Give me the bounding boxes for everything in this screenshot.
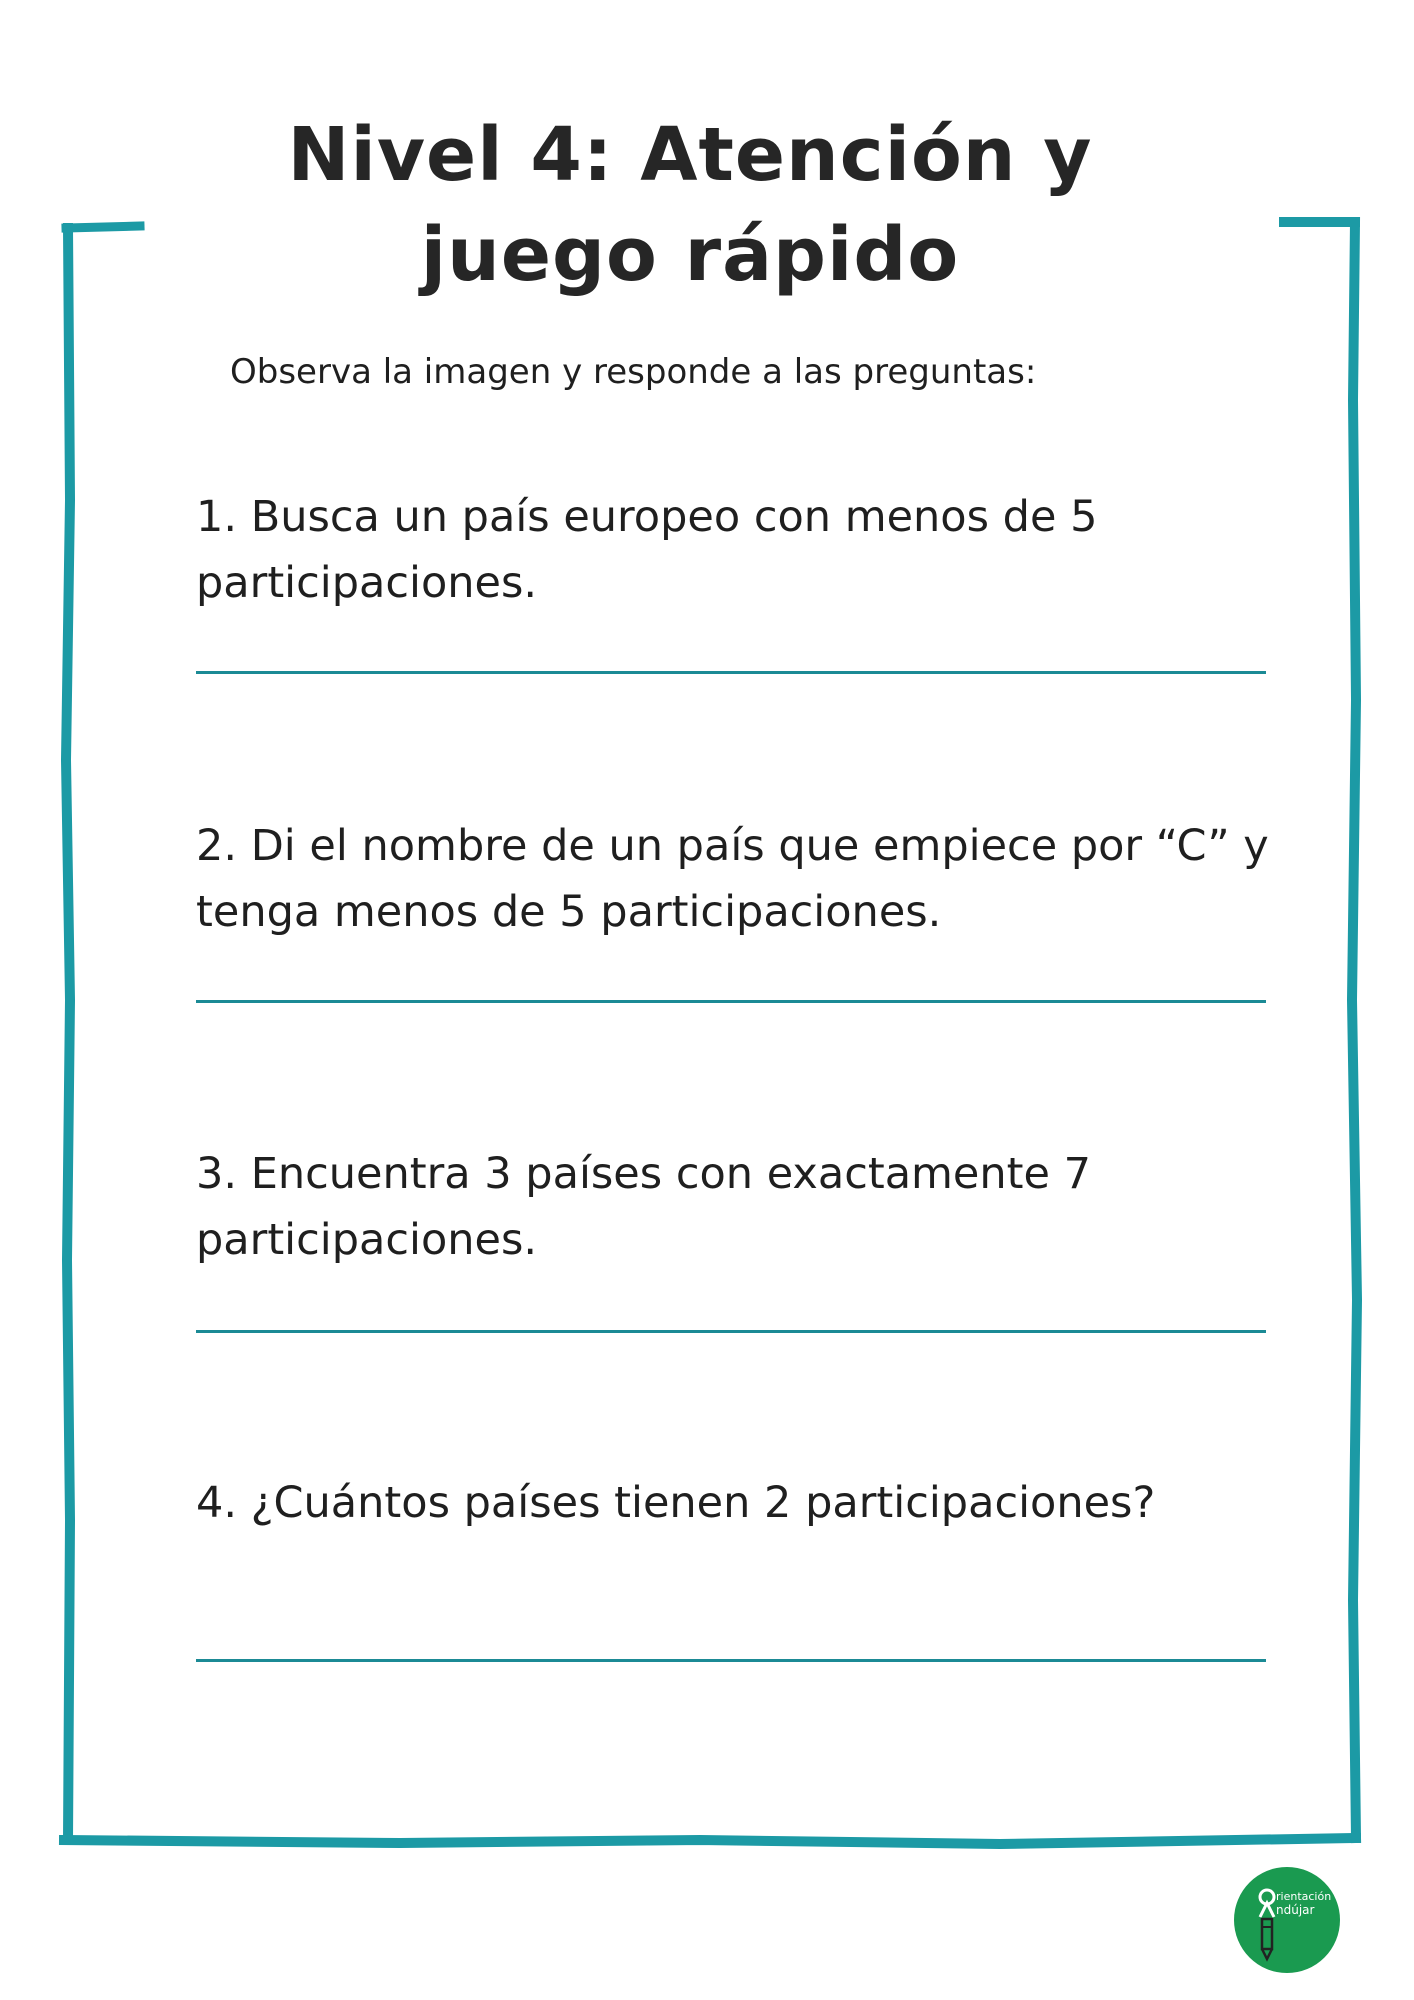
question-2: 2. Di el nombre de un país que empiece por “C” y tenga menos de 5 participaciones. [196, 821, 1269, 937]
answer-line-2[interactable] [196, 1000, 1266, 1003]
question-3: 3. Encuentra 3 países con exactamente 7 participaciones. [196, 1149, 1091, 1265]
logo-text-line1: rientación [1276, 1890, 1332, 1903]
question-1: 1. Busca un país europeo con menos de 5 participaciones. [196, 492, 1098, 608]
answer-line-3[interactable] [196, 1330, 1266, 1333]
page-title: Nivel 4: Atención y juego rápido [150, 105, 1230, 305]
instruction-text: Observa la imagen y responde a las preguntas: [230, 352, 1037, 392]
answer-line-4[interactable] [196, 1659, 1266, 1662]
logo-text-line2: ndújar [1276, 1903, 1315, 1917]
question-4: 4. ¿Cuántos países tienen 2 participaciones? [196, 1478, 1156, 1528]
answer-line-1[interactable] [196, 671, 1266, 674]
pencil-logo-icon [1234, 1867, 1340, 1973]
orientacion-andujar-logo [1234, 1867, 1340, 1973]
